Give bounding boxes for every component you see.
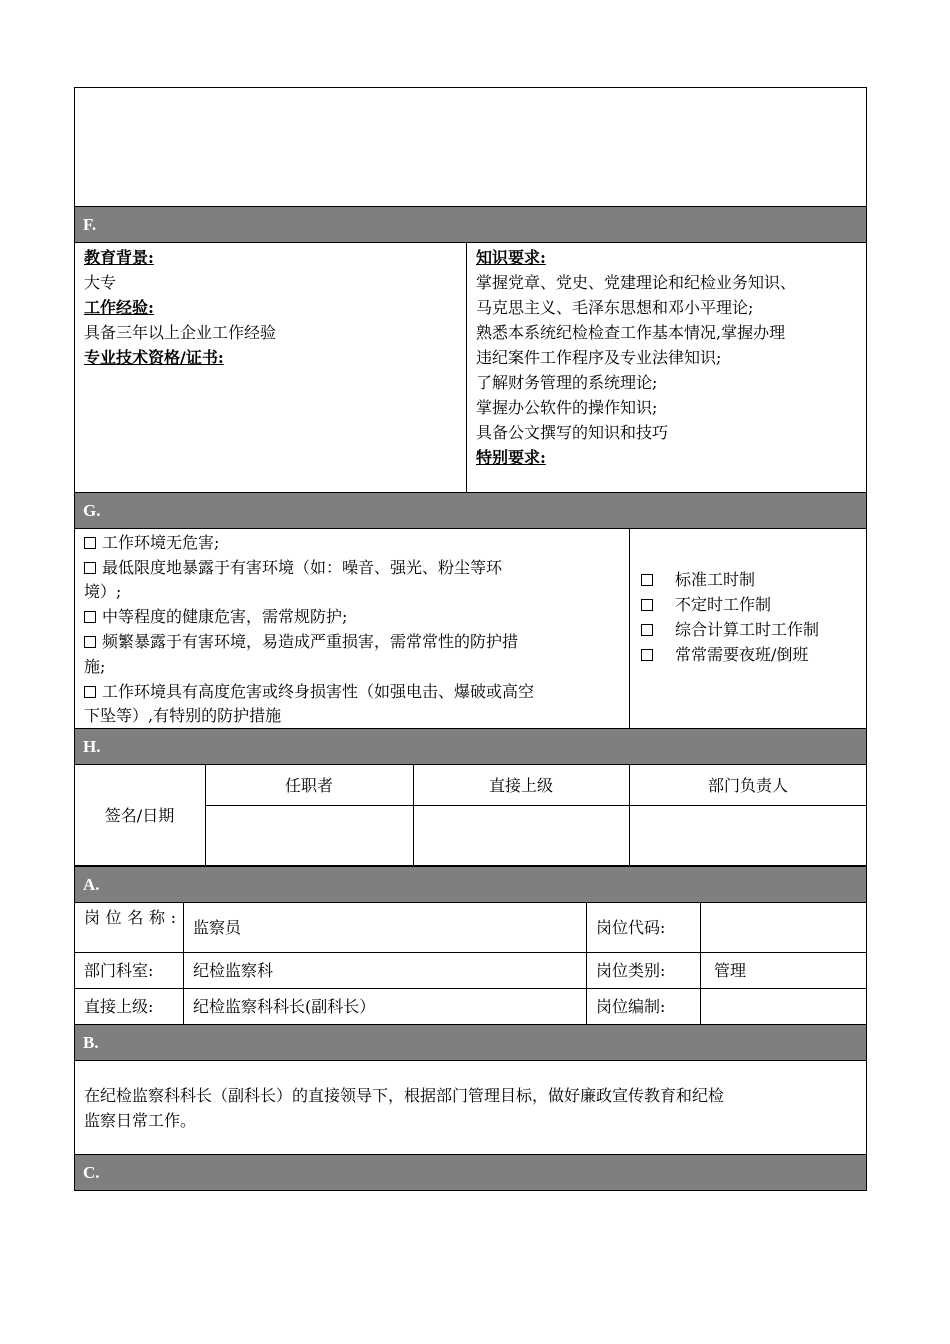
department-label: 部门科室: [84,961,154,980]
checkbox-icon[interactable] [641,574,653,586]
checkbox-icon[interactable] [84,562,96,574]
env-option-label: 频繁暴露于有害环境，易造成严重损害，需常常性的防护措 [102,632,519,651]
empty-top-box [74,87,867,207]
sign-column-header: 任职者 [284,776,333,795]
checkbox-icon[interactable] [84,611,96,623]
checkbox-icon[interactable] [84,686,96,698]
position-name-label: 岗位名称: [84,908,176,927]
env-option[interactable] [84,530,219,555]
section-c-header: C. [74,1154,867,1191]
section-a-header: A. [74,866,867,903]
schedule-label: 不定时工作制 [675,595,772,614]
sign-row-divider [205,805,867,806]
experience-value: 具备三年以上企业工作经验 [84,323,277,342]
schedule-option[interactable] [641,617,819,642]
env-option[interactable] [84,629,518,654]
section-f-divider [466,242,467,493]
env-option-label: 中等程度的健康危害，需常规防护; [102,607,348,626]
env-option-cont: 施; [84,657,106,676]
schedule-option[interactable] [641,567,755,592]
knowledge-line: 违纪案件工作程序及专业法律知识; [476,348,722,367]
supervisor-label: 直接上级: [84,997,154,1016]
section-b-header: B. [74,1024,867,1061]
checkbox-icon[interactable] [84,636,96,648]
position-type-label: 岗位类别: [596,961,666,980]
section-g-divider [629,528,630,729]
checkbox-icon[interactable] [641,624,653,636]
education-value: 大专 [84,273,117,292]
summary-line: 在纪检监察科科长（副科长）的直接领导下，根据部门管理目标，做好廉政宣传教育和纪检 [84,1086,725,1105]
headcount-label: 岗位编制: [596,997,666,1016]
knowledge-label: 知识要求: [476,248,546,267]
env-option[interactable] [84,679,534,704]
sign-column-header: 部门负责人 [707,776,788,795]
section-h-header: H. [74,728,867,765]
summary-line: 监察日常工作。 [84,1111,197,1130]
env-option[interactable] [84,604,347,629]
knowledge-line: 掌握党章、党史、党建理论和纪检业务知识、 [476,273,797,292]
env-option-cont: 境）; [84,582,122,601]
section-f-header: F. [74,206,867,243]
sign-column-header: 直接上级 [488,776,553,795]
env-option-label: 工作环境具有高度危害或终身损害性（如强电击、爆破或高空 [102,682,535,701]
schedule-label: 综合计算工时工作制 [675,620,820,639]
a-row-divider [74,952,867,953]
department-value: 纪检监察科 [193,961,274,980]
position-code-label: 岗位代码: [596,918,666,937]
experience-label: 工作经验: [84,298,154,317]
position-type-value: 管理 [714,961,747,980]
schedule-label: 常常需要夜班/倒班 [675,645,809,664]
a-divider [586,902,587,1025]
checkbox-icon[interactable] [641,649,653,661]
checkbox-icon[interactable] [84,537,96,549]
position-name-value: 监察员 [193,918,242,937]
schedule-label: 标准工时制 [675,570,756,589]
sign-date-label: 签名/日期 [104,806,175,825]
knowledge-line: 马克思主义、毛泽东思想和邓小平理论; [476,298,754,317]
certificate-label: 专业技术资格/证书: [84,348,224,367]
schedule-option[interactable] [641,642,808,667]
knowledge-line: 熟悉本系统纪检检查工作基本情况,掌握办理 [476,323,786,342]
section-g-header: G. [74,492,867,529]
env-option-label: 工作环境无危害; [102,533,220,552]
schedule-option[interactable] [641,592,771,617]
knowledge-line: 具备公文撰写的知识和技巧 [476,423,669,442]
a-row-divider [74,988,867,989]
supervisor-value: 纪检监察科科长(副科长） [193,997,376,1016]
education-label: 教育背景: [84,248,154,267]
a-divider [700,902,701,1025]
knowledge-line: 了解财务管理的系统理论; [476,373,658,392]
env-option-label: 最低限度地暴露于有害环境（如：噪音、强光、粉尘等环 [102,558,503,577]
special-label: 特别要求: [476,448,546,467]
env-option-cont: 下坠等）,有特别的防护措施 [84,706,282,725]
knowledge-line: 掌握办公软件的操作知识; [476,398,658,417]
env-option[interactable] [84,555,502,580]
a-divider [183,902,184,1025]
checkbox-icon[interactable] [641,599,653,611]
